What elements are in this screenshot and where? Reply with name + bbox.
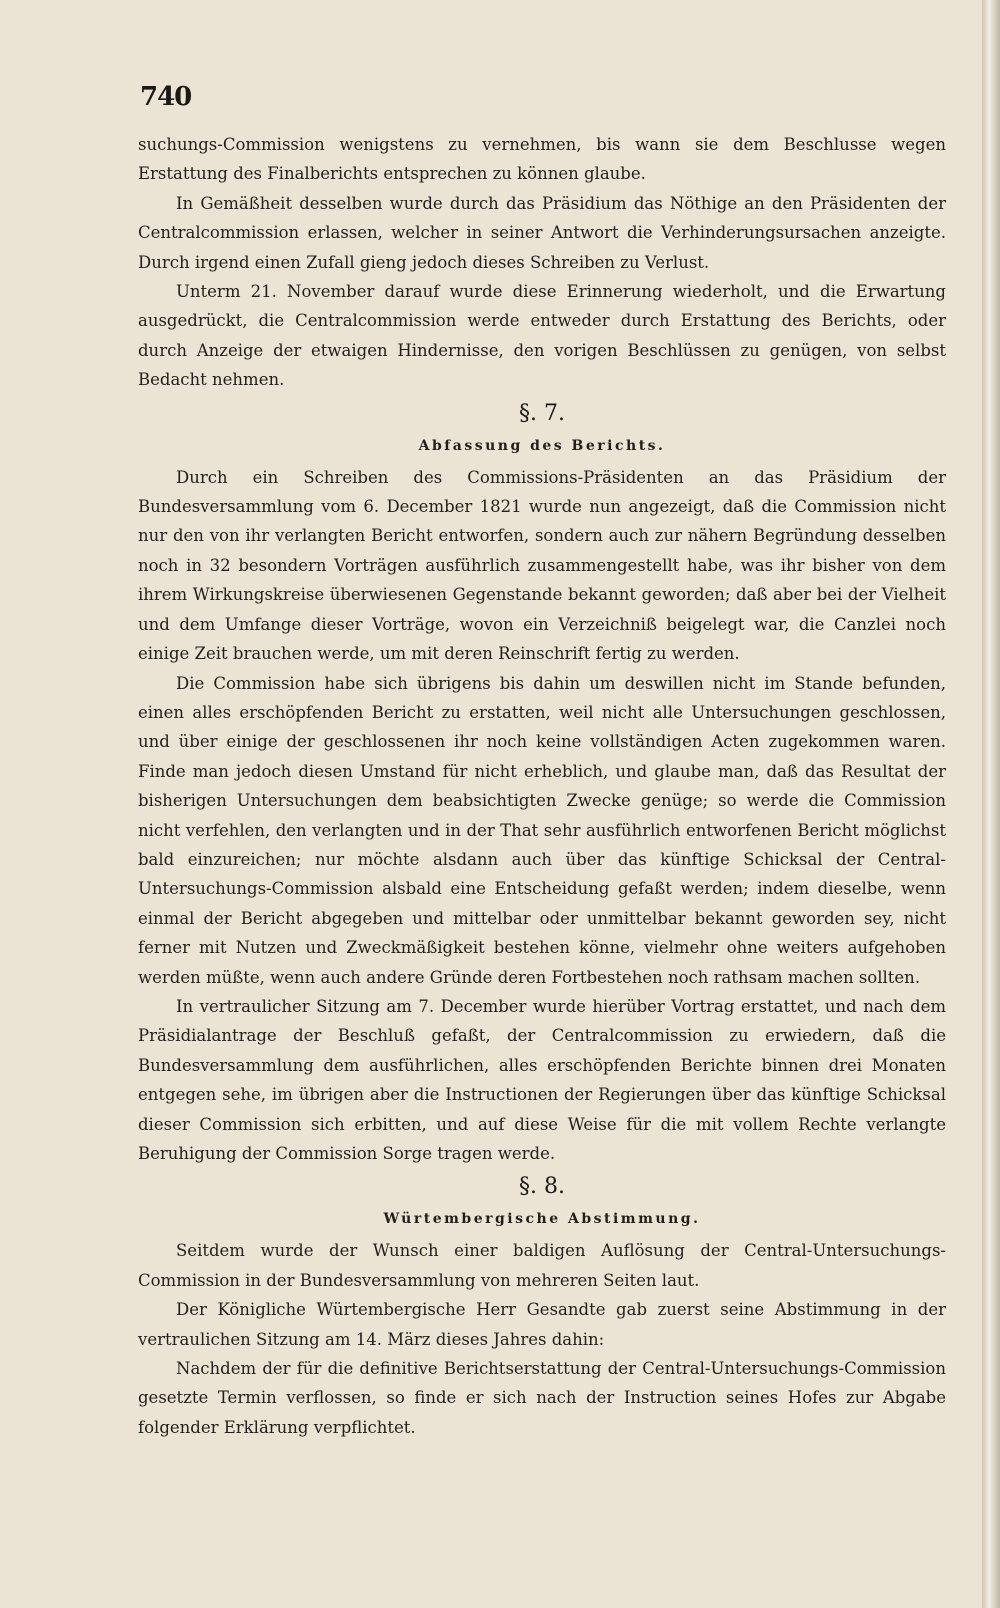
paragraph: Seitdem wurde der Wunsch einer baldigen Auflösung der Central-Untersuchungs-Commission in der Bundesversammlung von mehreren Seiten laut.: [138, 1241, 946, 1290]
section-title-7: Abfassung des Berichts.: [418, 437, 666, 454]
section-number-8: §. 8.: [519, 1174, 565, 1200]
paragraph: In vertraulicher Sitzung am 7. December wurde hierüber Vortrag erstattet, und nach dem Präsidialantrage der Beschluß gefaßt, der Centralcommission zu erwiedern, daß die Bundesversammlung dem ausführlichen, alles erschöpfenden Berichte binnen drei Monaten entgegen sehe, im übrigen aber die Instructionen der Regierungen über das künftige Schicksal dieser Commission sich erbitten, und auf diese Weise für die mit vollem Rechte verlangte Beruhigung der Commission Sorge tragen werde.: [138, 996, 946, 1163]
paragraph-continuation: suchungs-Commission wenigstens zu vernehmen, bis wann sie dem Beschlusse wegen Erstattung des Finalberichts entsprechen zu können glaube.: [138, 135, 946, 184]
body-text: [138, 130, 946, 1442]
paragraph: Unterm 21. November darauf wurde diese Erinnerung wiederholt, und die Erwartung ausgedrückt, die Centralcommission werde entweder durch Erstattung des Berichts, oder durch Anzeige der etwaigen Hindernisse, den vorigen Beschlüssen zu genügen, von selbst Bedacht nehmen.: [138, 282, 946, 390]
paragraph: Durch ein Schreiben des Commissions-Präsidenten an das Präsidium der Bundesversammlung vom 6. December 1821 wurde nun angezeigt, daß die Commission nicht nur den von ihr verlangten Bericht entworfen, sondern auch zur nähern Begründung desselben noch in 32 besondern Vorträgen ausführlich zusammengestellt habe, was ihr bisher von dem ihrem Wirkungskreise überwiesenen Gegenstande bekannt geworden; daß aber bei der Vielheit und dem Umfange dieser Vorträge, wovon ein Verzeichniß beigelegt war, die Canzlei noch einige Zeit brauchen werde, um mit deren Reinschrift fertig zu werden.: [138, 467, 946, 664]
paragraph: In Gemäßheit desselben wurde durch das Präsidium das Nöthige an den Präsidenten der Centralcommission erlassen, welcher in seiner Antwort die Verhinderungsursachen anzeigte. Durch irgend einen Zufall gieng jedoch dieses Schreiben zu Verlust.: [138, 193, 946, 272]
paragraph: Die Commission habe sich übrigens bis dahin um deswillen nicht im Stande befunden, einen alles erschöpfenden Bericht zu erstatten, weil nicht alle Untersuchungen geschlossen, und über einige der geschlossenen ihr noch keine vollständigen Acten zugekommen waren. Finde man jedoch diesen Umstand für nicht erheblich, und glaube man, daß das Resultat der bisherigen Untersuchungen dem beabsichtigten Zwecke genüge; so werde die Commission nicht verfehlen, den verlangten und in der That sehr ausführlich entworfenen Bericht möglichst bald einzureichen; nur möchte alsdann auch über das künftige Schicksal der Central-Untersuchungs-Commission alsbald eine Entscheidung gefaßt werden; indem dieselbe, wenn einmal der Bericht abgegeben und mittelbar oder unmittelbar bekannt geworden sey, nicht ferner mit Nutzen und Zweckmäßigkeit bestehen könne, vielmehr ohne weiters aufgehoben werden müßte, wenn auch andere Gründe deren Fortbestehen noch rathsam machen sollten.: [138, 673, 946, 987]
page-edge: [982, 0, 1000, 1608]
paragraph: Der Königliche Würtembergische Herr Gesandte gab zuerst seine Abstimmung in der vertraulichen Sitzung am 14. März dieses Jahres dahin:: [138, 1300, 946, 1349]
page-number: 740: [140, 82, 192, 112]
paragraph: Nachdem der für die definitive Berichtserstattung der Central-Untersuchungs-Commission gesetzte Termin verflossen, so finde er sich nach der Instruction seines Hofes zur Abgabe folgender Erklärung verpflichtet.: [138, 1359, 946, 1437]
section-number-7: §. 7.: [519, 400, 565, 426]
section-title-8: Würtembergische Abstimmung.: [383, 1211, 701, 1228]
